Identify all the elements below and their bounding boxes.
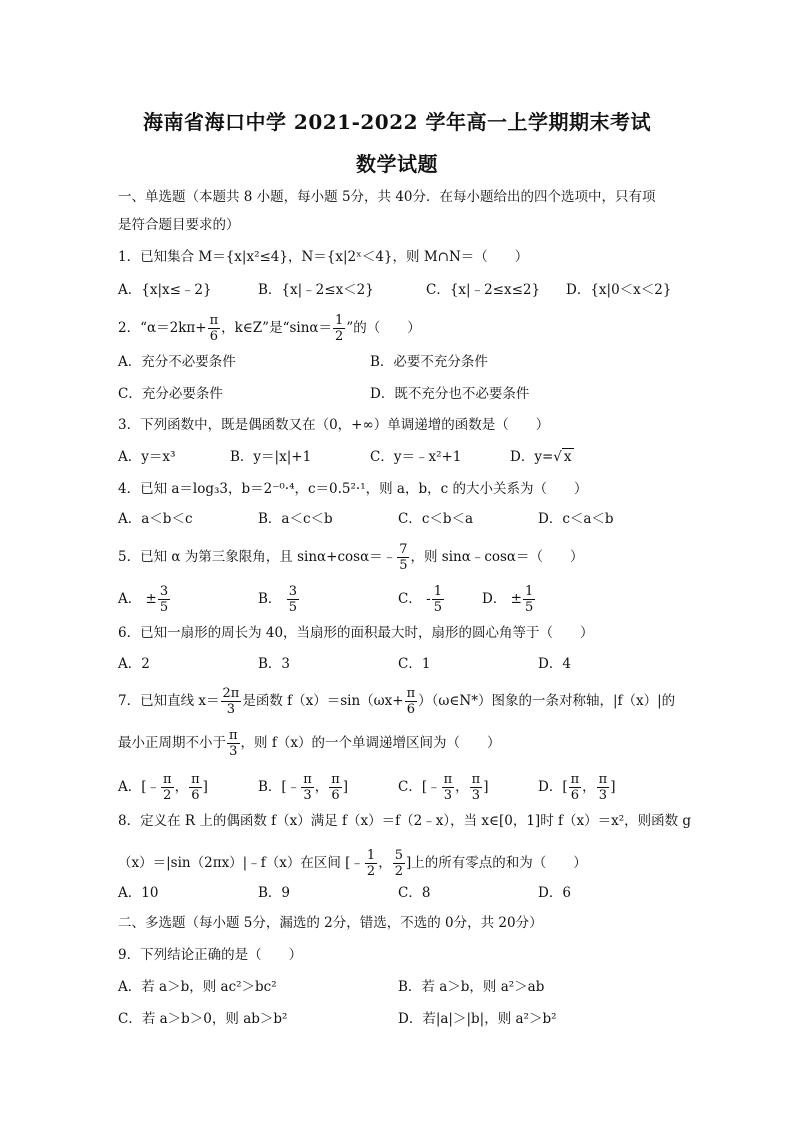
q5-stem-a: 5．已知 α 为第三象限角，且 sinα+cosα＝﹣ [118,549,397,565]
q8-option-c: C．8 [398,885,431,901]
q8-frac-2 [393,848,405,879]
q5-option-d-num: 1 [524,584,534,599]
q7-stem-b: 是函数 f（x）＝sin（ωx+ [242,693,404,709]
q1-option-c: C．{x|﹣2≤x≤2} [426,282,541,298]
page-subtitle: 数学试题 [356,152,438,176]
q8-option-b: B．9 [258,885,291,901]
q9-stem: 9．下列结论正确的是（ ） [118,947,303,963]
q5-option-d [482,584,536,615]
q5-option-a-sign: ± [145,591,157,607]
q7-option-d-d2: 3 [598,788,608,803]
q1-option-b: B．{x|﹣2≤x＜2} [258,282,374,298]
q2-option-a: A．充分不必要条件 [118,354,236,370]
q2-frac-1 [208,313,221,344]
q8-frac-2-den: 2 [394,864,403,879]
section-header-single-cont: 是符合题目要求的） [118,217,240,233]
q2-stem-b: ，k∈Z”是“sinα＝ [221,320,333,336]
q5-stem [118,542,688,573]
q1-stem: 1．已知集合 M＝{x|x²≤4}，N＝{x|2ˣ＜4}，则 M∩N＝（ ） [118,249,529,265]
q7-frac-2-den: 6 [406,702,416,717]
q5-option-d-sign: ± [510,591,522,607]
q6-option-c: C．1 [398,656,431,672]
q7-option-a-sign: ﹣ [146,779,161,795]
q9-option-b: B．若 a＞b，则 a²＞ab [398,979,545,995]
q8-option-d: D．6 [538,885,571,901]
q7-option-b-frac-2 [329,772,342,803]
q8-frac-1-den: 2 [366,864,376,879]
q7-option-d-n2: π [598,772,608,787]
q2-frac-1-den: 6 [209,329,218,344]
section-header-multi: 二、多选题（每小题 5分，漏选的 2分，错选，不选的 0分，共 20分） [118,915,543,931]
q8-stem: 8．定义在 R 上的偶函数 f（x）满足 f（x）＝f（2﹣x），当 x∈[0，1]时 f（x）＝x²，则函数 g [118,813,692,829]
q1-option-a: A．{x|x≤﹣2} [118,282,212,298]
q2-stem [118,313,688,344]
q7-option-d: D．[ $\frac{\pi}{6}$ ， $\frac{\pi}{3}$ ] [538,772,616,803]
q7-option-a-n2: π [191,772,200,787]
q2-frac-1-num: π [209,313,219,328]
q5-option-c-den: 5 [433,600,442,615]
q4-stem: 4．已知 a＝log₃3，b＝2⁻⁰·⁴，c＝0.5²·¹，则 a，b，c 的大小关系为（ ） [118,481,588,497]
q5-option-b-num: 3 [288,584,297,599]
q7-option-a-label: A．[ [118,779,147,795]
q5-option-b-frac [287,584,299,615]
q5-option-c-label: C． [398,591,422,607]
q7-option-b-d1: 3 [303,788,312,803]
q8-line2-b: ]上的所有零点的和为（ ） [405,855,587,871]
q7-stem-a: 7．已知直线 x＝ [118,693,220,709]
q7-frac-3-den: 3 [229,744,238,759]
q7-option-a-d1: 2 [163,788,172,803]
q7-option-b-sign: ﹣ [286,779,301,795]
q7-frac-3-num: π [229,728,238,743]
q7-option-b: B．[﹣ $\frac{\pi}{3}$ ， $\frac{\pi}{6}$ ] [258,772,349,803]
q5-option-c-frac [432,584,444,615]
q5-frac [397,542,409,573]
q7-option-d-d1: 6 [570,788,579,803]
q7-option-c: C．[﹣ $\frac{\pi}{3}$ ， $\frac{\pi}{3}$ ] [398,772,489,803]
q5-option-a [118,584,171,615]
q7-option-c-d2: 3 [471,788,481,803]
q7-line2-b: ，则 f（x）的一个单调递增区间为（ ） [240,735,501,751]
q2-option-c: C．充分必要条件 [118,386,223,402]
q7-option-b-n2: π [331,772,340,787]
q7-frac-1-num: 2π [222,686,240,701]
q3-stem: 3．下列函数中，既是偶函数又在（0，+∞）单调递增的函数是（ ） [118,417,550,433]
q7-option-a-n1: π [163,772,172,787]
q5-option-a-den: 5 [159,600,169,615]
q5-option-b-label: B． [258,591,282,607]
q2-option-d: D．既不充分也不必要条件 [370,386,530,402]
q7-option-c-frac-1 [442,772,455,803]
q9-option-d: D．若|a|＞|b|，则 a²＞b² [398,1011,557,1027]
q2-stem-a: 2．“α＝2kπ+ [118,320,207,336]
q2-option-b: B．必要不充分条件 [370,354,488,370]
q3-option-c: C．y＝﹣x²+1 [370,449,462,465]
page-title: 海南省海口中学 2021-2022 学年高一上学期期末考试 [142,110,652,134]
q5-option-d-den: 5 [524,600,534,615]
q7-option-a: A．[﹣ $\frac{\pi}{2}$ ， $\frac{\pi}{6}$ ] [118,772,208,803]
q5-option-c [398,584,445,615]
q7-frac-1-den: 3 [226,702,236,717]
q7-frac-1 [221,686,242,717]
q8-frac-2-num: 5 [394,848,403,863]
q5-option-d-frac [523,584,535,615]
q7-option-a-frac-2 [189,772,202,803]
q7-option-d-label: D．[ [538,779,568,795]
q7-frac-2 [405,686,418,717]
q3-option-d-label: D．y= [510,449,554,465]
q7-line2-a: 最小正周期不小于 [118,735,226,751]
q7-option-a-d2: 6 [191,788,200,803]
q7-option-c-d1: 3 [443,788,453,803]
q8-frac-1 [365,848,377,879]
q4-option-b: B．a＜c＜b [258,511,333,527]
q4-option-c: C．c＜b＜a [398,511,474,527]
q5-option-d-label: D． [482,591,507,607]
q7-stem-line2 [118,728,688,759]
q7-option-a-frac-1 [161,772,174,803]
q8-line2-a: （x）＝|sin（2πx）|﹣f（x）在区间 [ [118,855,351,871]
q4-option-a: A．a＜b＜c [118,511,193,527]
q2-frac-2-den: 2 [335,329,344,344]
q7-option-d-frac-1 [569,772,582,803]
q6-option-a: A．2 [118,656,150,672]
q7-option-c-sign: ﹣ [427,779,441,795]
q6-option-d: D．4 [538,656,571,672]
q7-option-b-label: B．[ [258,779,287,795]
q2-frac-2 [333,313,345,344]
q3-option-b: B．y＝|x|+1 [230,449,312,465]
q1-option-d: D．{x|0＜x＜2} [566,282,672,298]
q4-option-d: D．c＜a＜b [538,511,614,527]
q7-option-c-label: C．[ [398,779,428,795]
q5-frac-num: 7 [399,542,408,557]
q7-option-b-n1: π [303,772,312,787]
q7-frac-3 [227,728,240,759]
q7-option-d-frac-2 [597,772,610,803]
q7-option-b-d2: 6 [331,788,340,803]
q7-option-c-n1: π [443,772,453,787]
q6-stem: 6．已知一扇形的周长为 40，当扇形的面积最大时，扇形的圆心角等于（ ） [118,625,594,641]
q9-option-a: A．若 a＞b，则 ac²＞bc² [118,979,277,995]
q2-frac-2-num: 1 [335,313,344,328]
q7-option-b-frac-1 [301,772,314,803]
q5-option-b-den: 5 [288,600,297,615]
q3-option-d: D．y=√ x [510,449,572,465]
q7-frac-2-num: π [406,686,416,701]
q3-option-d-sqrt-arg: x [563,449,572,465]
q5-stem-b: ，则 sinα﹣cosα＝（ ） [410,549,584,565]
q7-stem [118,686,688,717]
q5-option-b [258,584,300,615]
q7-option-c-n2: π [471,772,481,787]
q8-option-a: A．10 [118,885,159,901]
section-header-single: 一、单选题（本题共 8 小题，每小题 5分，共 40分．在每小题给出的四个选项中，只有项 [118,189,656,205]
q5-option-c-sign: - [426,591,431,607]
q5-option-a-frac [158,584,170,615]
q7-option-d-n1: π [570,772,580,787]
q2-stem-c: ”的（ ） [346,320,421,336]
q6-option-b: B．3 [258,656,291,672]
q5-option-c-num: 1 [433,584,442,599]
q3-option-a: A．y＝x³ [118,449,176,465]
q8-frac-1-num: 1 [366,848,376,863]
q7-stem-c: ）（ω∈N*）图象的一条对称轴，|f（x）|的 [418,693,676,709]
q9-option-c: C．若 a＞b＞0，则 ab＞b² [118,1011,288,1027]
q8-stem-line2: （x）＝|sin（2πx）|﹣f（x）在区间 [﹣ $\frac{1}{2}$ ， $\frac{5}{2}$ ]上的所有零点的和为（ ） [118,848,587,879]
q5-option-a-num: 3 [159,584,169,599]
q5-frac-den: 5 [399,558,408,573]
q5-option-a-label: A． [118,591,142,607]
q7-option-c-frac-2 [470,772,483,803]
